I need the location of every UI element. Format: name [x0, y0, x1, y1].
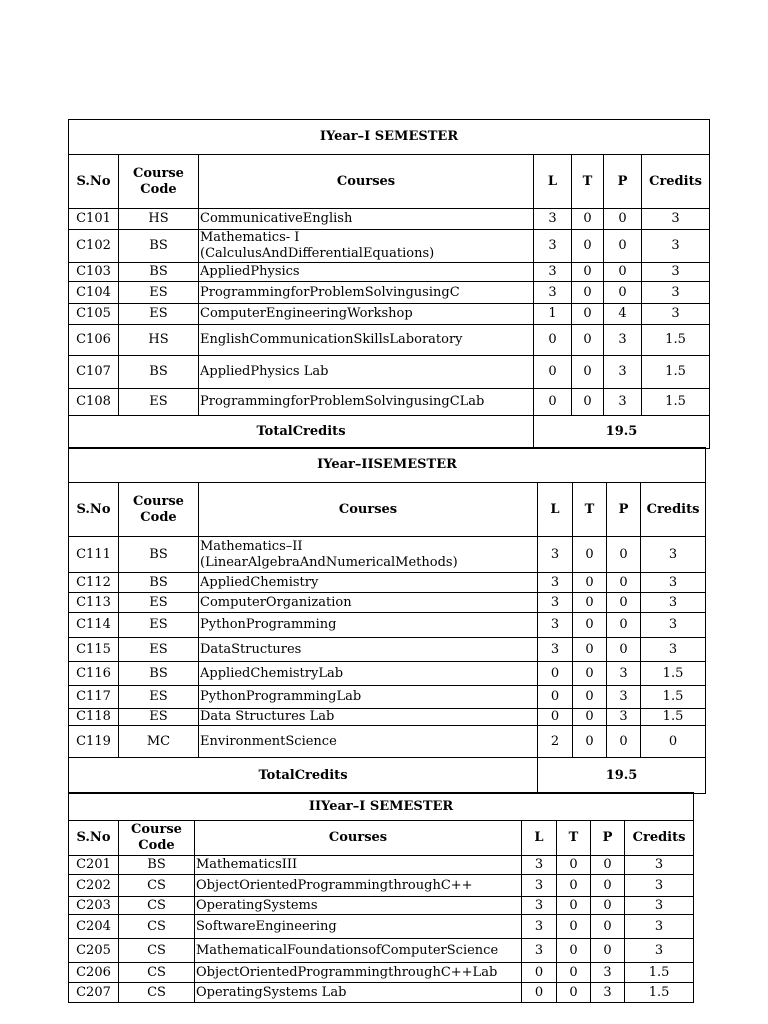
total-credits-label: TotalCredits	[69, 416, 534, 449]
course-name-cell: ObjectOrientedProgrammingthroughC++Lab	[195, 963, 522, 983]
course-name-cell: Data Structures Lab	[199, 709, 538, 726]
table-row	[69, 709, 706, 726]
table-cell: 3	[641, 638, 706, 662]
course-name-cell: PythonProgramming	[199, 613, 538, 638]
table-cell: 3	[642, 263, 710, 282]
header-credits: Credits	[642, 155, 710, 209]
table-cell: 0	[607, 726, 641, 758]
total-credits-value: 19.5	[534, 416, 710, 449]
table-cell: ES	[119, 389, 199, 416]
table-cell: 0	[572, 389, 604, 416]
table-cell: MC	[119, 726, 199, 758]
table-cell: 3	[625, 939, 694, 963]
table-row	[69, 875, 694, 897]
table-cell: 0	[522, 963, 557, 983]
course-name-cell: ProgrammingforProblemSolvingusingC	[199, 282, 534, 304]
table-cell: C115	[69, 638, 119, 662]
table-row	[69, 856, 694, 875]
table-cell: BS	[119, 263, 199, 282]
table-row	[69, 686, 706, 709]
table-cell: ES	[119, 638, 199, 662]
table-cell: C106	[69, 325, 119, 356]
header-courses: Courses	[199, 155, 534, 209]
table-row	[69, 537, 706, 573]
table-cell: HS	[119, 325, 199, 356]
table-cell: C203	[69, 897, 119, 915]
table-row	[69, 939, 694, 963]
table-row	[69, 304, 710, 325]
table-cell: 3	[534, 230, 572, 263]
header-t: T	[573, 483, 607, 537]
table-cell: ES	[119, 709, 199, 726]
table-cell: 0	[604, 282, 642, 304]
table-cell: 3	[607, 686, 641, 709]
table-cell: 0	[607, 638, 641, 662]
header-l: L	[522, 821, 557, 856]
header-course-code: Course Code	[119, 821, 195, 856]
course-name-cell: SoftwareEngineering	[195, 915, 522, 939]
table-cell: 3	[625, 897, 694, 915]
header-sno: S.No	[69, 155, 119, 209]
table-cell: 0	[557, 939, 591, 963]
table-cell: 3	[607, 709, 641, 726]
table-cell: 0	[591, 897, 625, 915]
table-cell: 1.5	[641, 709, 706, 726]
header-sno: S.No	[69, 483, 119, 537]
table-cell: BS	[119, 573, 199, 593]
course-name-cell: AppliedPhysics	[199, 263, 534, 282]
header-t: T	[572, 155, 604, 209]
table-cell: 3	[641, 613, 706, 638]
header-course-code: Course Code	[119, 483, 199, 537]
course-name-cell: PythonProgrammingLab	[199, 686, 538, 709]
course-name-cell: Mathematics- I (CalculusAndDifferentialEquations)	[199, 230, 534, 263]
course-name-cell: MathematicalFoundationsofComputerScience	[195, 939, 522, 963]
table-cell: 3	[642, 304, 710, 325]
course-name-cell: MathematicsIII	[195, 856, 522, 875]
table-cell: 0	[572, 325, 604, 356]
table-cell: CS	[119, 939, 195, 963]
table-row	[69, 389, 710, 416]
table-cell: 3	[534, 282, 572, 304]
table-row	[69, 356, 710, 389]
table-cell: 0	[591, 939, 625, 963]
header-courses: Courses	[195, 821, 522, 856]
table-cell: 0	[534, 325, 572, 356]
header-l: L	[534, 155, 572, 209]
header-courses: Courses	[199, 483, 538, 537]
header-sno: S.No	[69, 821, 119, 856]
table-cell: C114	[69, 613, 119, 638]
table-cell: C105	[69, 304, 119, 325]
table-cell: 0	[591, 856, 625, 875]
table-cell: 0	[557, 897, 591, 915]
table-cell: 1.5	[642, 356, 710, 389]
table-cell: C112	[69, 573, 119, 593]
course-name-cell: ObjectOrientedProgrammingthroughC++	[195, 875, 522, 897]
table-cell: 3	[538, 613, 573, 638]
table-row	[69, 282, 710, 304]
table-cell: C207	[69, 983, 119, 1003]
table-row	[69, 897, 694, 915]
table-cell: 0	[604, 209, 642, 230]
table-cell: 0	[538, 709, 573, 726]
course-name-cell: AppliedChemistry	[199, 573, 538, 593]
table-cell: C202	[69, 875, 119, 897]
table-cell: 0	[573, 573, 607, 593]
table-cell: 3	[625, 915, 694, 939]
header-p: P	[591, 821, 625, 856]
table-cell: 3	[642, 209, 710, 230]
table-cell: 3	[641, 573, 706, 593]
table-cell: C205	[69, 939, 119, 963]
table-cell: 3	[538, 638, 573, 662]
table-cell: 0	[573, 593, 607, 613]
table-cell: 0	[591, 875, 625, 897]
table-cell: 3	[522, 856, 557, 875]
table-cell: 0	[572, 230, 604, 263]
semester-title: IYear–IISEMESTER	[69, 448, 706, 483]
table-cell: C204	[69, 915, 119, 939]
table-cell: 0	[573, 638, 607, 662]
header-credits: Credits	[625, 821, 694, 856]
table-cell: BS	[119, 230, 199, 263]
header-credits: Credits	[641, 483, 706, 537]
table-row	[69, 209, 710, 230]
table-cell: 0	[557, 856, 591, 875]
table-cell: ES	[119, 613, 199, 638]
header-course-code: Course Code	[119, 155, 199, 209]
table-cell: 0	[572, 356, 604, 389]
course-name-cell: ComputerEngineeringWorkshop	[199, 304, 534, 325]
table-cell: C107	[69, 356, 119, 389]
table-cell: BS	[119, 356, 199, 389]
table-row	[69, 963, 694, 983]
table-cell: C116	[69, 662, 119, 686]
table-cell: 4	[604, 304, 642, 325]
table-cell: CS	[119, 983, 195, 1003]
table-cell: 0	[538, 686, 573, 709]
table-cell: 3	[591, 963, 625, 983]
table-cell: 2	[538, 726, 573, 758]
course-name-cell: OperatingSystems Lab	[195, 983, 522, 1003]
table-cell: 3	[522, 875, 557, 897]
table-cell: 0	[572, 209, 604, 230]
course-name-cell: DataStructures	[199, 638, 538, 662]
total-row	[69, 416, 710, 449]
course-name-cell: AppliedChemistryLab	[199, 662, 538, 686]
table-cell: 0	[522, 983, 557, 1003]
table-cell: 0	[607, 537, 641, 573]
course-name-cell: EnglishCommunicationSkillsLaboratory	[199, 325, 534, 356]
table-cell: 0	[572, 263, 604, 282]
table-cell: ES	[119, 686, 199, 709]
table-cell: C103	[69, 263, 119, 282]
table-cell: C113	[69, 593, 119, 613]
table-row	[69, 230, 710, 263]
table-cell: 3	[625, 875, 694, 897]
table-cell: 1.5	[642, 389, 710, 416]
semester-title: IIYear–I SEMESTER	[69, 793, 694, 821]
semester-table-2	[68, 447, 706, 794]
table-cell: 0	[573, 662, 607, 686]
course-name-cell: Mathematics–II (LinearAlgebraAndNumericalMethods)	[199, 537, 538, 573]
table-cell: 0	[557, 915, 591, 939]
table-cell: 3	[538, 593, 573, 613]
semester-table-1	[68, 119, 710, 449]
table-cell: C101	[69, 209, 119, 230]
table-cell: C102	[69, 230, 119, 263]
table-cell: 0	[573, 709, 607, 726]
table-cell: 3	[534, 209, 572, 230]
table-cell: 0	[604, 230, 642, 263]
table-cell: 3	[641, 537, 706, 573]
table-cell: 0	[607, 593, 641, 613]
course-name-cell: CommunicativeEnglish	[199, 209, 534, 230]
table-row	[69, 573, 706, 593]
table-cell: 0	[534, 389, 572, 416]
table-cell: 1.5	[625, 963, 694, 983]
table-cell: ES	[119, 304, 199, 325]
table-cell: 0	[557, 963, 591, 983]
header-p: P	[607, 483, 641, 537]
table-cell: C119	[69, 726, 119, 758]
header-t: T	[557, 821, 591, 856]
table-cell: BS	[119, 537, 199, 573]
table-cell: 3	[625, 856, 694, 875]
table-cell: 0	[607, 573, 641, 593]
table-cell: 0	[572, 304, 604, 325]
table-cell: 0	[534, 356, 572, 389]
table-cell: 0	[573, 613, 607, 638]
table-row	[69, 915, 694, 939]
semester-table-3	[68, 792, 694, 1003]
table-cell: 1.5	[641, 686, 706, 709]
course-name-cell: OperatingSystems	[195, 897, 522, 915]
table-cell: C201	[69, 856, 119, 875]
table-cell: 0	[572, 282, 604, 304]
table-cell: 3	[642, 230, 710, 263]
course-name-cell: AppliedPhysics Lab	[199, 356, 534, 389]
table-cell: 3	[591, 983, 625, 1003]
table-cell: HS	[119, 209, 199, 230]
table-cell: CS	[119, 915, 195, 939]
table-cell: 3	[641, 593, 706, 613]
table-cell: C117	[69, 686, 119, 709]
table-cell: 0	[591, 915, 625, 939]
header-p: P	[604, 155, 642, 209]
table-cell: C108	[69, 389, 119, 416]
table-cell: 3	[642, 282, 710, 304]
table-row	[69, 983, 694, 1003]
total-credits-value: 19.5	[538, 758, 706, 794]
table-row	[69, 613, 706, 638]
table-cell: ES	[119, 593, 199, 613]
table-cell: 3	[607, 662, 641, 686]
table-cell: 1	[534, 304, 572, 325]
table-cell: CS	[119, 963, 195, 983]
table-cell: 3	[604, 325, 642, 356]
table-cell: C104	[69, 282, 119, 304]
table-cell: BS	[119, 856, 195, 875]
table-cell: 3	[604, 356, 642, 389]
table-cell: BS	[119, 662, 199, 686]
table-cell: 3	[522, 897, 557, 915]
table-cell: 1.5	[625, 983, 694, 1003]
table-cell: 0	[573, 537, 607, 573]
table-cell: C206	[69, 963, 119, 983]
total-credits-label: TotalCredits	[69, 758, 538, 794]
table-cell: 0	[573, 726, 607, 758]
course-name-cell: ProgrammingforProblemSolvingusingCLab	[199, 389, 534, 416]
course-name-cell: ComputerOrganization	[199, 593, 538, 613]
table-cell: 3	[538, 537, 573, 573]
table-cell: 0	[573, 686, 607, 709]
table-row	[69, 325, 710, 356]
table-cell: CS	[119, 897, 195, 915]
course-name-cell: EnvironmentScience	[199, 726, 538, 758]
table-cell: 0	[538, 662, 573, 686]
table-cell: 3	[522, 939, 557, 963]
table-cell: 0	[604, 263, 642, 282]
semester-title: IYear–I SEMESTER	[69, 120, 710, 155]
table-row	[69, 726, 706, 758]
table-cell: 1.5	[642, 325, 710, 356]
table-cell: 0	[557, 983, 591, 1003]
table-cell: 1.5	[641, 662, 706, 686]
table-row	[69, 662, 706, 686]
table-cell: 0	[557, 875, 591, 897]
total-row	[69, 758, 706, 794]
table-cell: 3	[538, 573, 573, 593]
table-row	[69, 593, 706, 613]
table-cell: ES	[119, 282, 199, 304]
table-cell: C111	[69, 537, 119, 573]
table-cell: C118	[69, 709, 119, 726]
table-cell: CS	[119, 875, 195, 897]
table-cell: 3	[534, 263, 572, 282]
table-cell: 0	[641, 726, 706, 758]
header-l: L	[538, 483, 573, 537]
table-row	[69, 263, 710, 282]
table-cell: 3	[522, 915, 557, 939]
table-cell: 0	[607, 613, 641, 638]
table-cell: 3	[604, 389, 642, 416]
table-row	[69, 638, 706, 662]
